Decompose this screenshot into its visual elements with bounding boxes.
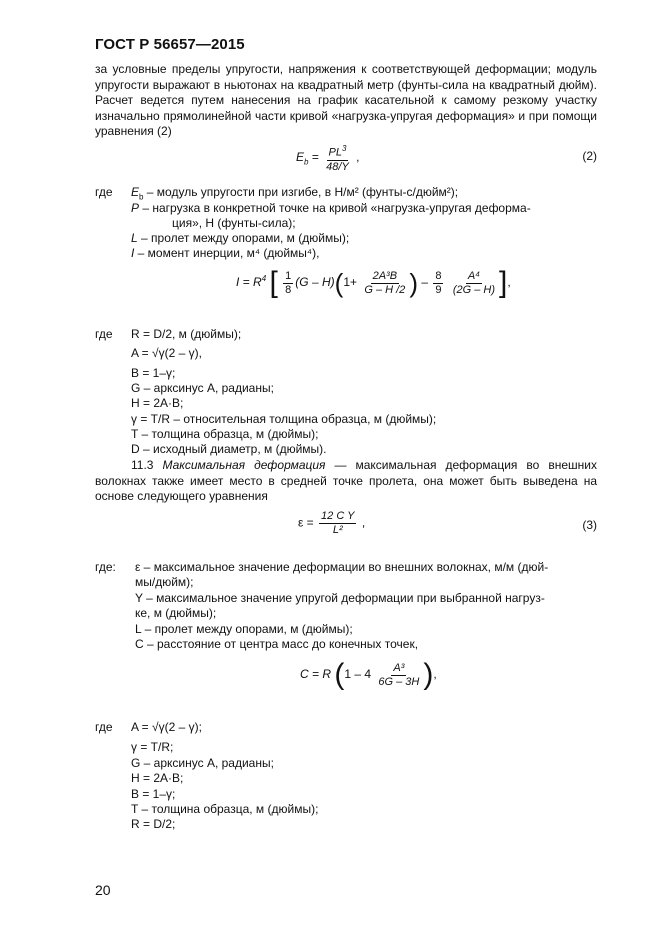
def2-item-7: D – исходный диаметр, м (дюймы). [131,442,327,456]
def4-item-3: H = 2A·B; [131,771,184,785]
def4-item-4: B = 1–γ; [131,787,176,801]
where-label-2: где [95,327,113,341]
formula-inertia-f4 [451,270,497,297]
formula-2-lhs: E [296,150,305,164]
formula-inertia-f3 [433,270,443,297]
section-11-3 [95,458,597,505]
formula-c-lhs: C = R [300,667,332,682]
def1-item-1 [131,201,597,217]
formula-inertia-f1-num: 1 [285,269,292,282]
formula-2-fraction [324,142,351,174]
def1-sym-3: L [131,231,138,245]
formula-c-fraction [376,662,421,689]
def4-item-6: R = D/2; [131,817,176,831]
def1-item-4 [131,246,319,262]
formula-inertia-lhs-sup: 4 [261,274,267,284]
formula-inertia: $I = R^4$ [ $\frac{1}{8}$ (G – H)(1+ $\frac{\text{2A³B}}{G - H /2}$ ) – $\frac{8}{9}$ $\frac{\text{A⁴}}{(2G - H)}$ ], [236,266,511,299]
formula-2-number: (2) [582,149,597,163]
def2-item-3: G – арксинус A, радианы; [131,381,274,395]
formula-inertia-f3-den: 9 [435,283,442,296]
def3-item-4: L – пролет между опорами, м (дюймы); [135,622,353,636]
formula-c: C = R (1 – 4 $\frac{\text{A³}}{6G - 3H}$ ), [300,658,437,691]
where-label-4: где [95,720,113,734]
def1-text-1: – нагрузка в конкретной точке на кривой «нагрузка-упругая деформа- [139,201,531,215]
page-header-title: ГОСТ Р 56657—2015 [95,36,245,53]
formula-inertia-f1 [283,270,293,297]
formula-2-lhs-sub: b [304,157,309,167]
def3-item-5: C – расстояние от центра масс до конечных точек, [135,637,419,651]
def2-item-1: A = √γ(2 – γ), [131,346,202,360]
def3-item-3: ке, м (дюймы); [135,606,217,620]
formula-3-num: 12 C Y [321,510,355,522]
def2-item-2: B = 1–γ; [131,366,176,380]
formula-2-tail: , [356,150,360,164]
formula-3 [298,510,365,537]
formula-2: $E_b$ = $\frac{PL^3}{48/Y}$ , [296,144,360,173]
def4-item-0: A = √γ(2 – γ); [131,720,202,734]
formula-3-fraction [319,510,356,537]
def2-item-0: R = D/2, м (дюймы); [131,327,242,341]
formula-inertia-f2 [362,270,407,297]
intro-paragraph: за условные пределы упругости, напряжения к соответствующей деформации; модуль упругости выражают в ньютонах на квадратный метр (фунты-сила на квадратный дюйм). Расчет ведется путем нанесения на график касательной к самому резкому участку изначально прямолинейной части кривой «нагрузка-упругая деформация» и при помощи уравнения (2) [95,62,597,139]
def1-text-3: – пролет между опорами, м (дюймы); [137,231,350,245]
def4-item-1: γ = T/R; [131,740,174,754]
formula-3-tail: , [361,515,366,530]
formula-inertia-gh: (G – H) [295,275,335,290]
def1-sym-0: E [131,185,140,199]
def4-item-5: T – толщина образца, м (дюймы); [131,802,319,816]
formula-inertia-f4-den: (2G – H) [452,283,496,296]
formula-3-den: L² [332,524,343,536]
formula-2-num: PL [328,146,342,159]
section-11-3-text: — максимальная деформация во внешних волокнах также имеет место в средней точке пролета, она может быть выведена на основе следующего уравнения [95,458,597,504]
formula-2-den: 48/Y [326,160,349,173]
def4-item-2: G – арксинус A, радианы; [131,756,274,770]
formula-inertia-oneplus: 1+ [343,275,357,290]
def3-item-0: ε – максимальное значение деформации во внешних волокнах, м/м (дюй- [135,560,549,574]
formula-inertia-f2-num: 2A³B [372,269,398,282]
formula-3-number: (3) [582,518,597,532]
def2-item-5: γ = T/R – относительная толщина образца, м (дюймы); [131,412,437,426]
def1-item-3 [131,231,349,247]
def2-item-6: T – толщина образца, м (дюймы); [131,427,319,441]
section-11-3-number: 11.3 [131,458,154,472]
def3-item-2: Y – максимальное значение упругой деформации при выбранной нагруз- [135,591,545,605]
formula-c-tail: , [433,667,437,682]
formula-3-lhs: ε = [298,515,314,530]
formula-c-one-minus: 1 – 4 [344,667,372,682]
formula-inertia-lhs: I = R [236,275,262,290]
formula-c-den: 6G – 3H [378,675,420,688]
formula-inertia-f1-den: 8 [285,283,292,296]
formula-inertia-f4-num: A⁴ [467,269,480,282]
formula-inertia-f2-den: G – H /2 [364,283,406,296]
formula-inertia-f3-num: 8 [435,269,442,282]
def1-item-2: ция», Н (фунты-сила); [172,216,296,230]
where-label-3: где: [95,560,116,574]
formula-2-num-sup: 3 [341,144,347,153]
section-11-3-term: Максимальная деформация [162,458,326,472]
def1-text-0: – модуль упругости при изгибе, в Н/м² (фунты-с/дюйм²); [143,185,459,199]
formula-inertia-minus: – [421,275,429,290]
where-label-1: где [95,185,113,199]
def1-text-4: – момент инерции, м⁴ (дюймы⁴), [134,246,320,260]
def3-item-1: мы/дюйм); [135,575,194,589]
formula-inertia-tail: , [507,275,511,290]
page-number: 20 [95,882,111,898]
def1-sym-4: I [131,246,135,260]
def2-item-4: H = 2A·B; [131,396,184,410]
formula-c-num: A³ [393,661,405,674]
def1-sym-1: P [131,201,140,215]
def1-sub-0: b [139,192,144,202]
